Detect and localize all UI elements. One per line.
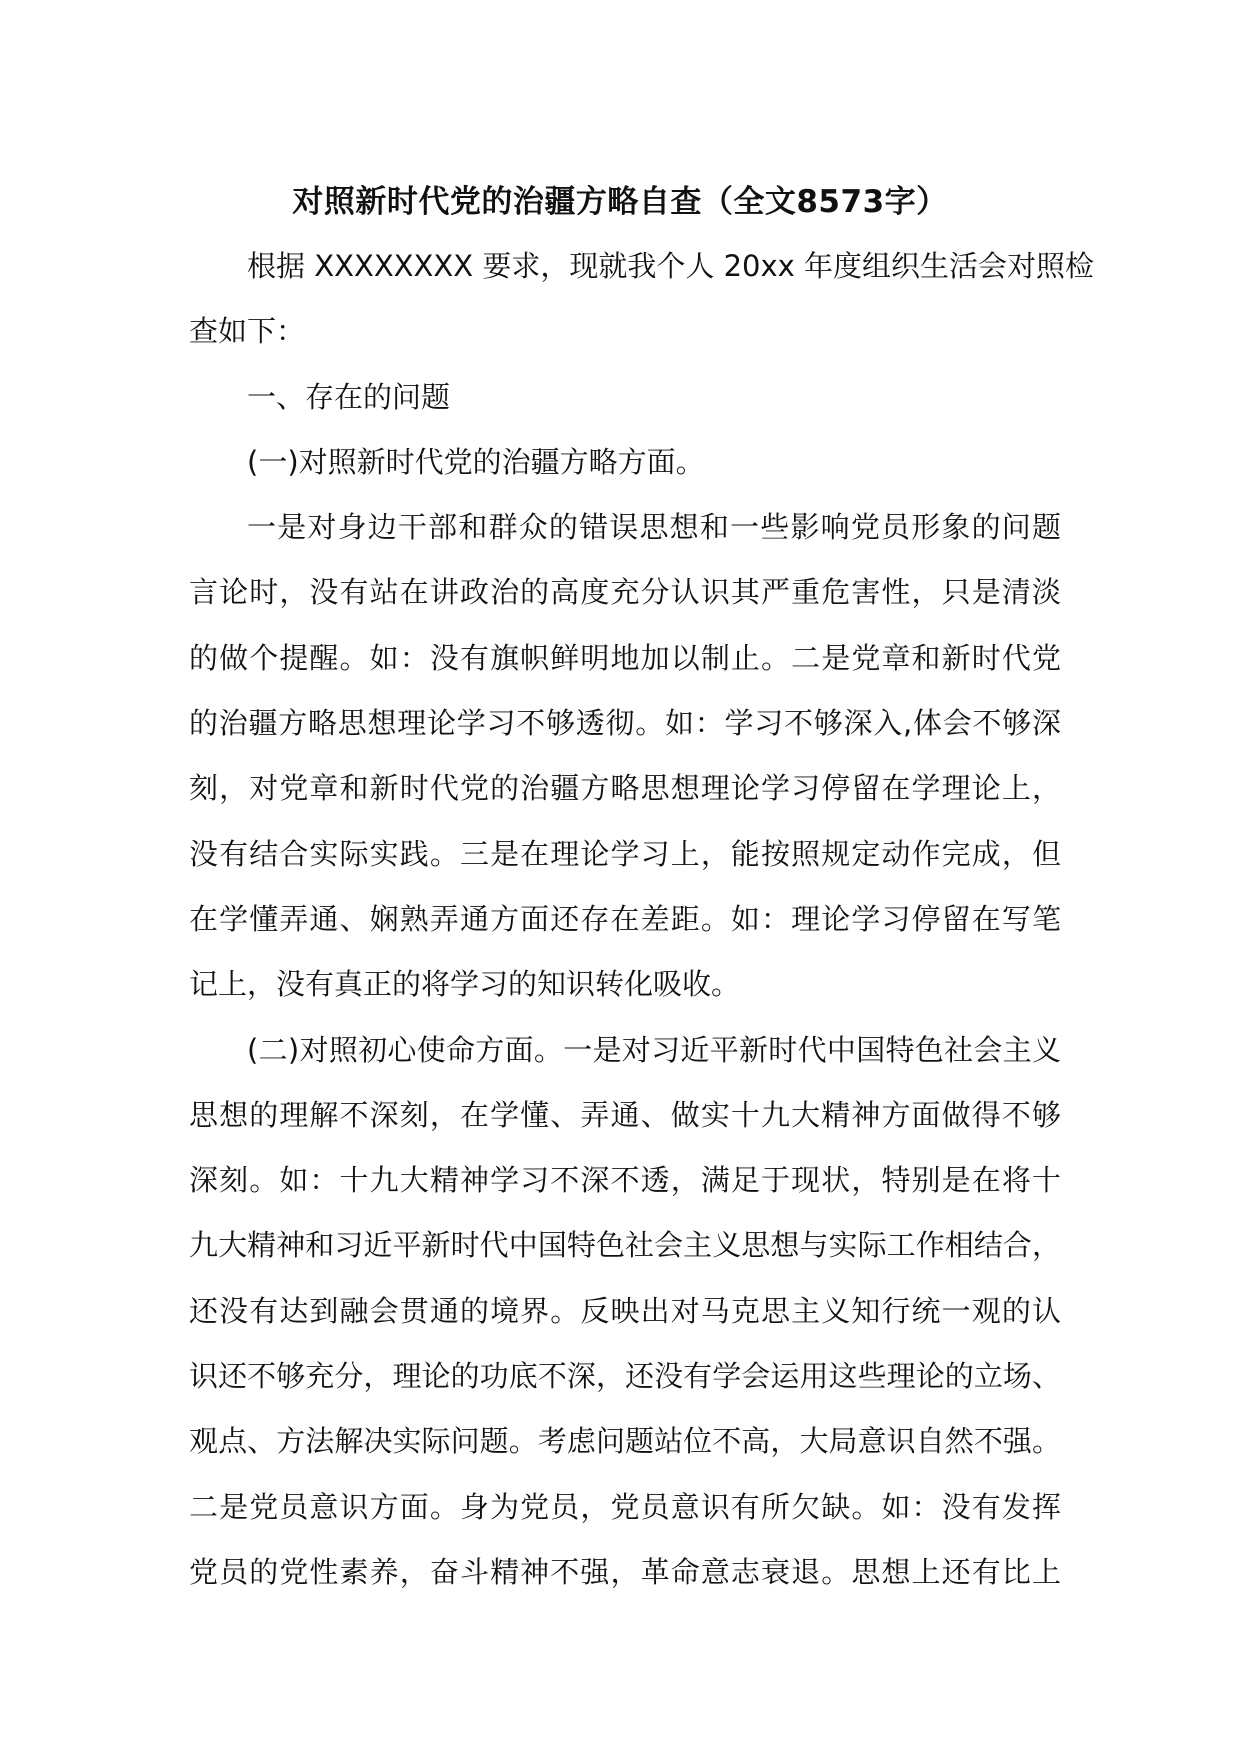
text-line: 观点、方法解决实际问题。考虑问题站位不高，大局意识自然不强。 (189, 1424, 1061, 1459)
text-line: 根据 XXXXXXXX 要求，现就我个人 20xx 年度组织生活会对照检 (247, 249, 1095, 283)
text-line: 二是党员意识方面。身为党员，党员意识有所欠缺。如：没有发挥 (189, 1489, 1061, 1524)
text-line: (一)对照新时代党的治疆方略方面。 (247, 444, 705, 479)
text-line: 查如下： (189, 314, 306, 349)
text-line: 一是对身边干部和群众的错误思想和一些影响党员形象的问题 (247, 510, 1061, 545)
text-line: 识还不够充分，理论的功底不深，还没有学会运用这些理论的立场、 (189, 1359, 1061, 1394)
text-line: 一、存在的问题 (247, 379, 451, 414)
text-line: 党员的党性素养，奋斗精神不强，革命意志衰退。思想上还有比上 (189, 1554, 1061, 1589)
text-line: 言论时，没有站在讲政治的高度充分认识其严重危害性，只是清淡 (189, 575, 1061, 610)
document-body (189, 244, 1095, 1615)
text-line: 没有结合实际实践。三是在理论学习上，能按照规定动作完成，但 (189, 836, 1061, 871)
document-title: 对照新时代党的治疆方略自查（全文8573字） (292, 184, 948, 220)
text-line: (二)对照初心使命方面。一是对习近平新时代中国特色社会主义 (247, 1032, 1061, 1067)
text-line: 的做个提醒。如：没有旗帜鲜明地加以制止。二是党章和新时代党 (189, 640, 1061, 675)
text-line: 还没有达到融会贯通的境界。反映出对马克思主义知行统一观的认 (189, 1293, 1061, 1328)
text-line: 的治疆方略思想理论学习不够透彻。如：学习不够深入,体会不够深 (189, 706, 1061, 741)
text-line: 九大精神和习近平新时代中国特色社会主义思想与实际工作相结合， (189, 1228, 1061, 1263)
text-line: 在学懂弄通、娴熟弄通方面还存在差距。如：理论学习停留在写笔 (189, 901, 1061, 936)
text-line: 记上，没有真正的将学习的知识转化吸收。 (189, 967, 741, 1002)
text-line: 深刻。如：十九大精神学习不深不透，满足于现状，特别是在将十 (189, 1163, 1061, 1198)
text-line: 思想的理解不深刻，在学懂、弄通、做实十九大精神方面做得不够 (189, 1097, 1061, 1132)
text-line: 刻，对党章和新时代党的治疆方略思想理论学习停留在学理论上， (189, 771, 1061, 806)
